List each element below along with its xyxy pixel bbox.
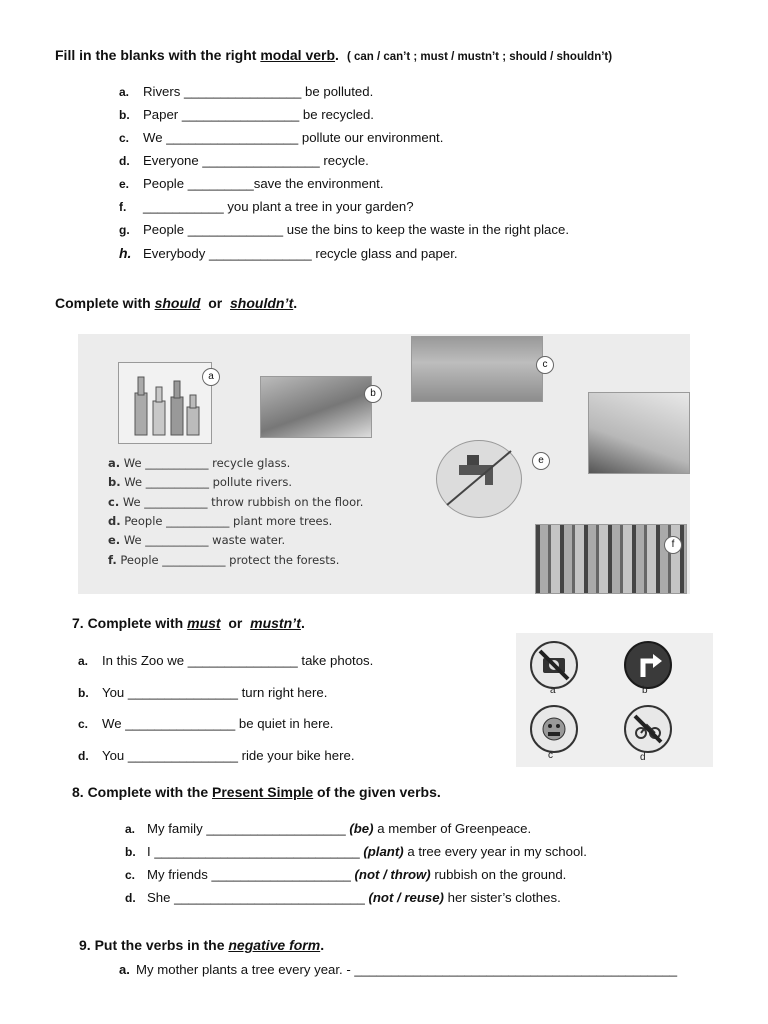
item-verb: (not / reuse) [368,890,444,905]
heading-underlined: Present Simple [212,784,314,800]
item-text: My friends ___________________ [147,867,355,882]
photo-label-e: e [532,452,550,470]
photo-sentence [108,495,363,509]
item-verb: (plant) [363,844,404,859]
item-text: People ___________ protect the forests. [120,553,340,567]
heading-text: 7. Complete with [72,615,188,631]
item-text: My family ___________________ [147,821,350,836]
sign-label-b: b [642,685,648,696]
item-text: We ___________ recycle glass. [123,456,291,470]
photo-label-b: b [364,385,382,403]
item-letter: g. [119,223,130,237]
item-letter: a. [125,822,136,836]
forest-photo [535,524,687,594]
list-item [125,844,587,859]
item-letter: d. [78,749,89,763]
no-cycling-sign-icon [624,705,672,753]
item-text: You _______________ turn right here. [102,685,328,700]
photo-sentence [108,456,290,470]
section1-heading [55,47,612,63]
item-text: a tree every year in my school. [403,844,587,859]
list-item [78,653,373,668]
list-item [119,107,374,122]
sign-label-c: c [548,750,553,761]
section9-heading [79,937,324,953]
list-item [119,84,373,99]
item-text: People _________save the environment. [143,176,384,191]
list-item [125,867,566,882]
item-text: Paper ________________ be recycled. [143,107,374,122]
heading-word: should [154,295,201,311]
item-letter: h. [119,245,132,261]
photo-sentence [108,475,292,489]
list-item [119,130,443,145]
item-letter: b. [78,686,89,700]
item-verb: (not / throw) [354,867,431,882]
wasting-water-photo [436,440,522,518]
item-text: We ___________ throw rubbish on the floor. [122,495,364,509]
item-text: We ___________ waste water. [123,533,286,547]
list-item [119,153,369,168]
item-letter: e. [108,533,121,547]
list-item [119,222,569,237]
item-text: a member of Greenpeace. [373,821,532,836]
rubbish-photo [411,336,543,402]
item-letter: b. [125,845,136,859]
item-letter: b. [108,475,121,489]
heading-text: . [320,937,325,953]
item-letter: b. [119,108,130,122]
item-text: My mother plants a tree every year. - ____________________________________________ [136,962,678,977]
item-text: Everybody ______________ recycle glass and paper. [143,246,458,261]
heading-text: . [335,47,339,63]
list-item [119,245,458,261]
turn-right-sign-icon [624,641,672,689]
item-letter: a. [119,85,130,99]
photo-sentence [108,514,332,528]
item-text: Everyone ________________ recycle. [143,153,369,168]
heading-text: Complete with [55,295,155,311]
item-text: People ___________ plant more trees. [124,514,333,528]
item-letter: c. [78,717,89,731]
item-letter: f. [119,200,127,214]
sign-label-a: a [550,685,556,696]
item-text: In this Zoo we _______________ take photos. [102,653,374,668]
item-letter: a. [108,456,121,470]
item-text: We ___________ pollute rivers. [124,475,293,489]
tap-icon [437,441,521,517]
item-text: her sister’s clothes. [443,890,561,905]
heading-text: of the given verbs. [313,784,441,800]
heading-word: mustn’t [250,615,301,631]
bottles-photo [118,362,212,444]
item-letter: a. [119,962,130,977]
item-letter: e. [119,177,130,191]
list-item [125,890,561,905]
item-letter: c. [119,131,130,145]
no-camera-sign-icon [530,641,578,689]
heading-underlined: modal verb [260,47,336,63]
item-text: rubbish on the ground. [430,867,567,882]
item-letter: c. [108,495,120,509]
heading-text: . [300,615,305,631]
heading-word: shouldn’t [230,295,294,311]
list-item [119,199,414,214]
heading-text: 9. Put the verbs in the [79,937,229,953]
sign-label-d: d [640,752,646,763]
quiet-sign-icon [530,705,578,753]
section2-heading [55,295,297,311]
section8-heading [72,784,441,800]
section7-heading [72,615,305,631]
item-verb: (be) [349,821,374,836]
list-item [78,748,354,763]
item-letter: c. [125,868,136,882]
photo-label-c: c [536,356,554,374]
heading-text: or [204,295,227,311]
item-text: ___________ you plant a tree in your garden? [143,199,414,214]
list-item [119,962,677,977]
heading-text: 8. Complete with the [72,784,213,800]
item-text: You _______________ ride your bike here. [102,748,355,763]
planting-tree-photo [588,392,690,474]
river-pollution-photo [260,376,372,438]
photo-label-a: a [202,368,220,386]
heading-text: . [293,295,298,311]
photo-exercise-panel [78,334,690,594]
photo-sentence [108,533,285,547]
photo-sentence [108,553,339,567]
list-item [119,176,384,191]
item-text: Rivers ________________ be polluted. [143,84,374,99]
photo-label-f: f [664,536,682,554]
item-text: I ____________________________ [147,844,364,859]
heading-underlined: negative form [228,937,321,953]
heading-word: must [187,615,221,631]
options-note: ( can / can’t ; must / mustn’t ; should / shouldn’t) [346,51,613,63]
signs-panel [516,633,713,767]
list-item [125,821,531,836]
list-item [78,685,327,700]
list-item [78,716,333,731]
heading-text: or [224,615,247,631]
item-text: People _____________ use the bins to keep the waste in the right place. [143,222,569,237]
item-letter: d. [108,514,121,528]
item-letter: f. [108,553,117,567]
item-letter: d. [125,891,136,905]
item-text: We __________________ pollute our environment. [143,130,444,145]
heading-text: Fill in the blanks with the right [55,47,261,63]
item-letter: d. [119,154,130,168]
item-letter: a. [78,654,89,668]
item-text: She __________________________ [147,890,369,905]
item-text: We _______________ be quiet in here. [102,716,334,731]
bottles-icon [119,363,211,443]
